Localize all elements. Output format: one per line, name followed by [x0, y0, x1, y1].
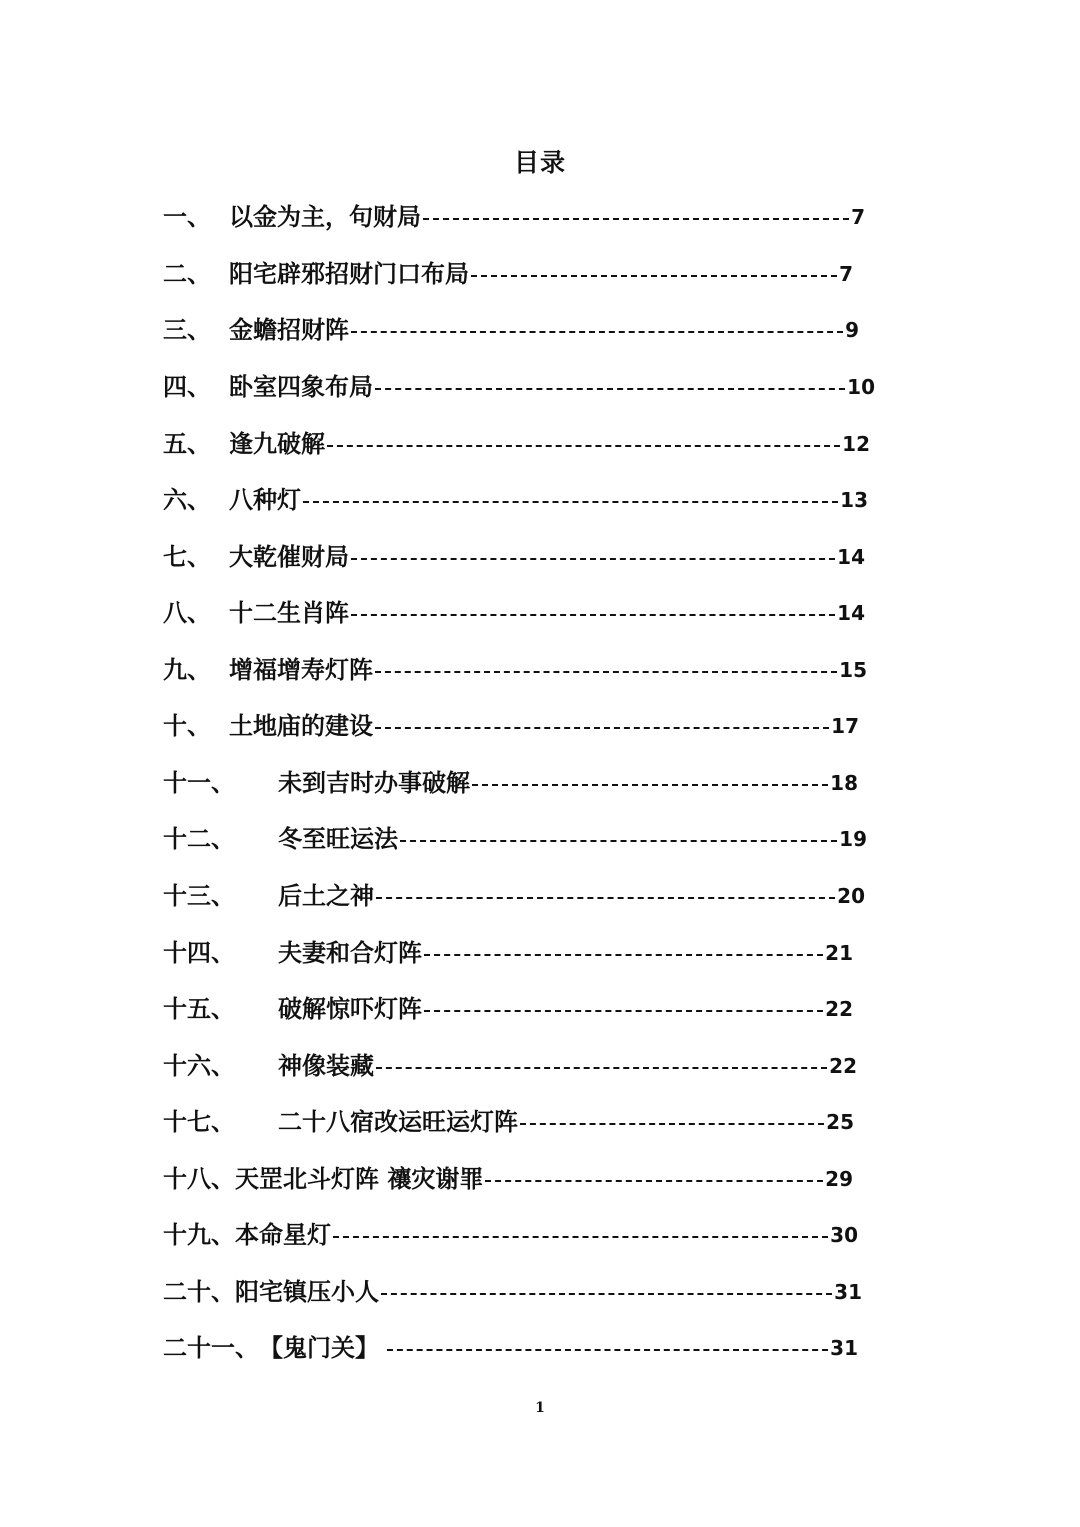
- toc-entry-page: 22: [825, 997, 853, 1021]
- toc-entry-title: 破解惊吓灯阵: [278, 994, 422, 1023]
- toc-entry-page: 22: [829, 1054, 857, 1078]
- toc-entry-number: 十五、: [163, 994, 235, 1023]
- toc-entry-number: 十七、: [163, 1107, 235, 1136]
- toc-entry[interactable]: [163, 424, 870, 464]
- toc-entry-number: 一、: [163, 202, 211, 231]
- toc-entry[interactable]: [163, 254, 853, 294]
- toc-entry-number: 十一、: [163, 768, 235, 797]
- toc-entry[interactable]: [163, 933, 853, 973]
- toc-entry-number: 十九、: [163, 1220, 235, 1249]
- toc-dot-leader: [351, 331, 843, 333]
- toc-entry-number: 三、: [163, 315, 211, 344]
- toc-entry-title: 本命星灯: [235, 1220, 331, 1249]
- toc-entry-title: 逢九破解: [229, 429, 325, 458]
- toc-entry-number: 六、: [163, 485, 211, 514]
- toc-entry-title: 卧室四象布局: [229, 372, 373, 401]
- toc-entry-title: 八种灯: [229, 485, 301, 514]
- toc-entry[interactable]: [163, 1328, 858, 1368]
- toc-entry-page: 19: [839, 827, 867, 851]
- toc-dot-leader: [423, 218, 849, 220]
- toc-entry[interactable]: [163, 876, 865, 916]
- toc-entry-page: 17: [831, 714, 859, 738]
- toc-entry-page: 7: [851, 205, 865, 229]
- toc-entry-title: 冬至旺运法: [278, 824, 398, 853]
- toc-entry-title: 天罡北斗灯阵 禳灾谢罪: [235, 1164, 484, 1193]
- toc-title: 目录: [513, 148, 566, 177]
- toc-entry-title: 以金为主，句财局: [229, 202, 421, 231]
- toc-entry-page: 31: [830, 1336, 858, 1360]
- toc-entry-title: 阳宅辟邪招财门口布局: [229, 259, 469, 288]
- toc-entry[interactable]: [163, 310, 859, 350]
- toc-entry-number: 二十一、: [163, 1333, 259, 1362]
- toc-entry-number: 二、: [163, 259, 211, 288]
- toc-entry-number: 十、: [163, 711, 211, 740]
- toc-dot-leader: [351, 614, 835, 616]
- toc-entry-number: 十四、: [163, 938, 235, 967]
- toc-entry[interactable]: [163, 197, 865, 237]
- toc-entry-page: 14: [837, 545, 865, 569]
- toc-dot-leader: [387, 1349, 828, 1351]
- toc-entry-number: 七、: [163, 542, 211, 571]
- toc-dot-leader: [472, 784, 828, 786]
- toc-dot-leader: [333, 1236, 828, 1238]
- toc-entry-page: 20: [837, 884, 865, 908]
- page-number: 1: [535, 1400, 545, 1416]
- toc-entry-number: 八、: [163, 598, 211, 627]
- toc-entry-title: 金蟾招财阵: [229, 315, 349, 344]
- toc-entry[interactable]: [163, 1046, 857, 1086]
- toc-entry[interactable]: [163, 1159, 853, 1199]
- toc-entry-page: 25: [826, 1110, 854, 1134]
- toc-entry[interactable]: [163, 650, 867, 690]
- toc-dot-leader: [376, 897, 835, 899]
- toc-entry-number: 二十、: [163, 1277, 235, 1306]
- toc-dot-leader: [375, 388, 845, 390]
- toc-entry-number: 十三、: [163, 881, 235, 910]
- toc-entry-title: 【鬼门关】: [259, 1333, 379, 1362]
- toc-entry-page: 7: [839, 262, 853, 286]
- toc-entry-number: 五、: [163, 429, 211, 458]
- toc-entry[interactable]: [163, 480, 868, 520]
- toc-entry-title: 夫妻和合灯阵: [278, 938, 422, 967]
- toc-entry-title: 十二生肖阵: [229, 598, 349, 627]
- toc-dot-leader: [376, 1067, 827, 1069]
- toc-entry-page: 21: [825, 941, 853, 965]
- toc-entry-title: 神像装藏: [278, 1051, 374, 1080]
- toc-entry[interactable]: [163, 819, 867, 859]
- toc-entry[interactable]: [163, 989, 853, 1029]
- toc-dot-leader: [520, 1123, 824, 1125]
- toc-entry-page: 15: [839, 658, 867, 682]
- toc-entry[interactable]: [163, 706, 859, 746]
- toc-entry-number: 十八、: [163, 1164, 235, 1193]
- toc-entry-title: 大乾催财局: [229, 542, 349, 571]
- toc-entry-page: 14: [837, 601, 865, 625]
- toc-entry-title: 未到吉时办事破解: [278, 768, 470, 797]
- toc-entry-page: 9: [845, 318, 859, 342]
- toc-dot-leader: [381, 1293, 832, 1295]
- toc-entry-page: 30: [830, 1223, 858, 1247]
- toc-dot-leader: [471, 275, 837, 277]
- toc-entry[interactable]: [163, 367, 875, 407]
- toc-entry-title: 阳宅镇压小人: [235, 1277, 379, 1306]
- toc-entry-number: 四、: [163, 372, 211, 401]
- toc-dot-leader: [375, 671, 837, 673]
- toc-entry-page: 31: [834, 1280, 862, 1304]
- toc-dot-leader: [351, 558, 835, 560]
- toc-entry[interactable]: [163, 763, 858, 803]
- toc-entry-title: 二十八宿改运旺运灯阵: [278, 1107, 518, 1136]
- toc-dot-leader: [303, 501, 838, 503]
- toc-entry-number: 九、: [163, 655, 211, 684]
- toc-entry[interactable]: [163, 537, 865, 577]
- toc-entry-number: 十六、: [163, 1051, 235, 1080]
- toc-dot-leader: [424, 1010, 823, 1012]
- toc-entry-page: 12: [842, 432, 870, 456]
- toc-dot-leader: [424, 954, 823, 956]
- toc-entry-title: 增福增寿灯阵: [229, 655, 373, 684]
- toc-entry-page: 13: [840, 488, 868, 512]
- toc-dot-leader: [375, 727, 829, 729]
- toc-entry[interactable]: [163, 1272, 862, 1312]
- toc-dot-leader: [327, 445, 840, 447]
- toc-entry-number: 十二、: [163, 824, 235, 853]
- toc-entry[interactable]: [163, 593, 865, 633]
- toc-entry-page: 29: [825, 1167, 853, 1191]
- toc-entry[interactable]: [163, 1215, 858, 1255]
- toc-entry[interactable]: [163, 1102, 854, 1142]
- toc-entry-page: 18: [830, 771, 858, 795]
- toc-dot-leader: [400, 840, 837, 842]
- toc-entry-page: 10: [847, 375, 875, 399]
- toc-entry-title: 土地庙的建设: [229, 711, 373, 740]
- toc-entry-title: 后土之神: [278, 881, 374, 910]
- toc-dot-leader: [485, 1180, 823, 1182]
